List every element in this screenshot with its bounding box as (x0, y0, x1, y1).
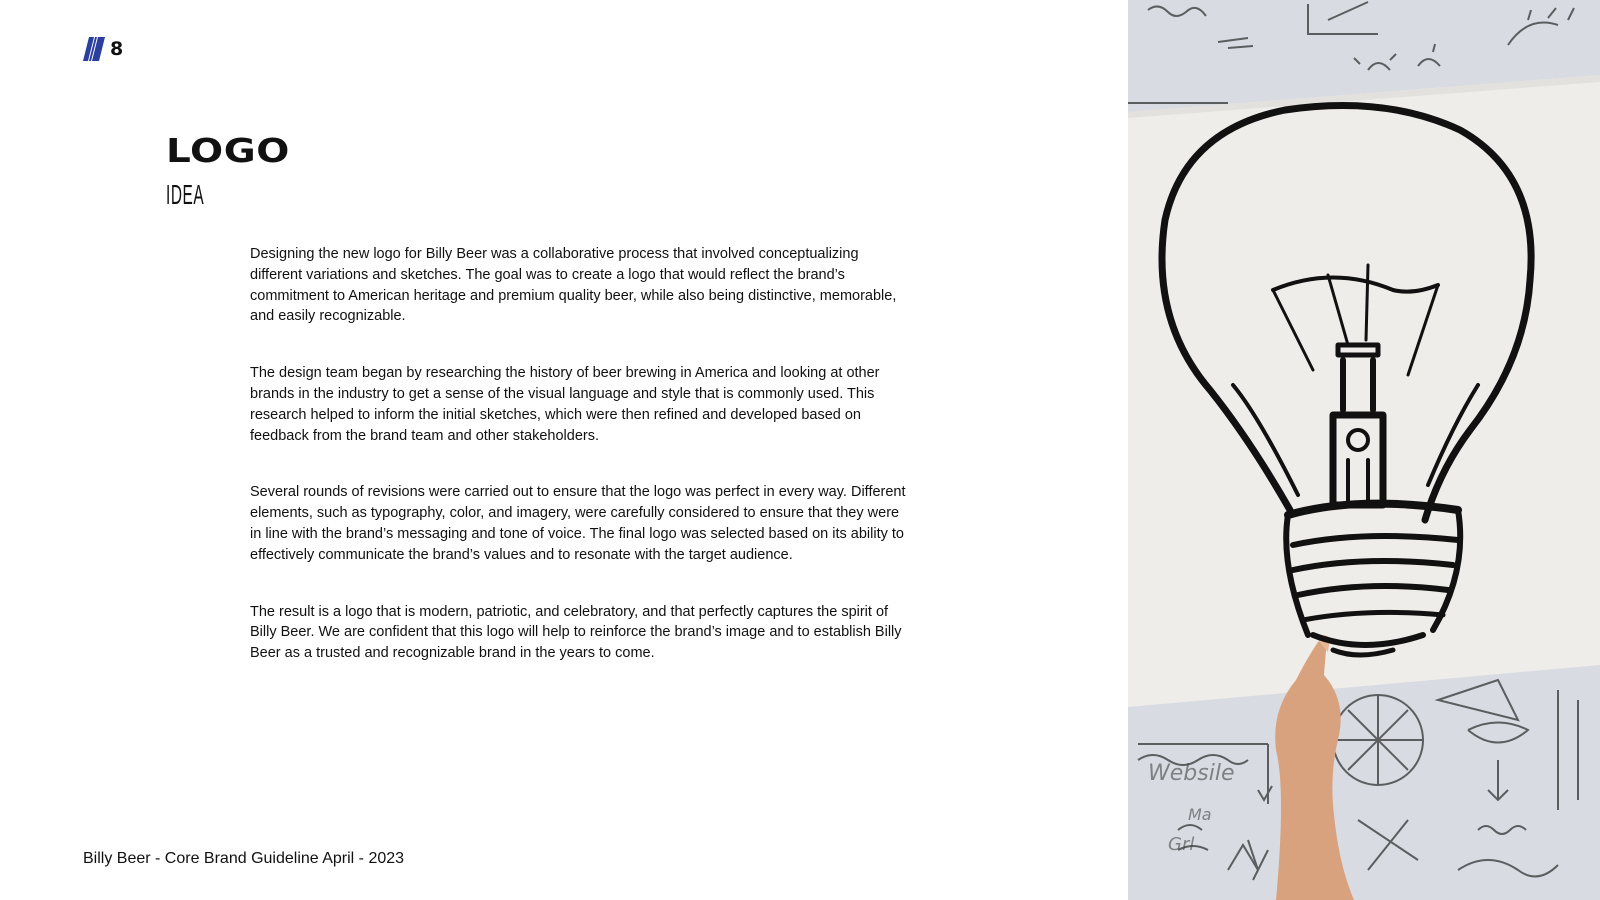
slash-stripes-icon (83, 37, 107, 61)
page-number-text: 8 (110, 38, 124, 60)
paragraph: The design team began by researching the history of beer brewing in America and looking at other brands in the industry to get a sense of the visual language and style that is commonly used. This research helped to inform the initial sketches, which were then refined and developed based on feedback from the brand team and other stakeholders. (250, 365, 880, 444)
paragraph: The result is a logo that is modern, patriotic, and celebratory, and that perfectly captures the spirit of Billy Beer. We are confident that this logo will help to reinforce the brand’s image and to establish Billy Beer as a trusted and recognizable brand in the years to come. (250, 603, 902, 662)
svg-text:Grl: Grl (1168, 834, 1195, 855)
footer-text: Billy Beer - Core Brand Guideline April - 2023 (83, 850, 405, 867)
svg-text:Ma: Ma (1188, 805, 1212, 824)
page-title: LOGO (166, 131, 290, 170)
lightbulb-photo (1128, 0, 1600, 900)
svg-text:Websile: Websile (1148, 761, 1235, 786)
paragraph: Designing the new logo for Billy Beer was a collaborative process that involved conceptualizing different variations and sketches. The goal was to create a logo that would reflect the brand’s commitment to American heritage and premium quality beer, while also being distinctive, memorable, and easily recognizable. (250, 246, 897, 325)
paragraph: Several rounds of revisions were carried out to ensure that the logo was perfect in every way. Different elements, such as typography, color, and imagery, were carefully considered to ensure that they were in line with the brand’s messaging and tone of voice. The final logo was selected based on its ability to effectively communicate the brand’s values and to resonate with the target audience. (250, 484, 906, 563)
body-text (250, 244, 912, 700)
page-number (83, 37, 123, 61)
page-subtitle: IDEA (166, 179, 205, 210)
